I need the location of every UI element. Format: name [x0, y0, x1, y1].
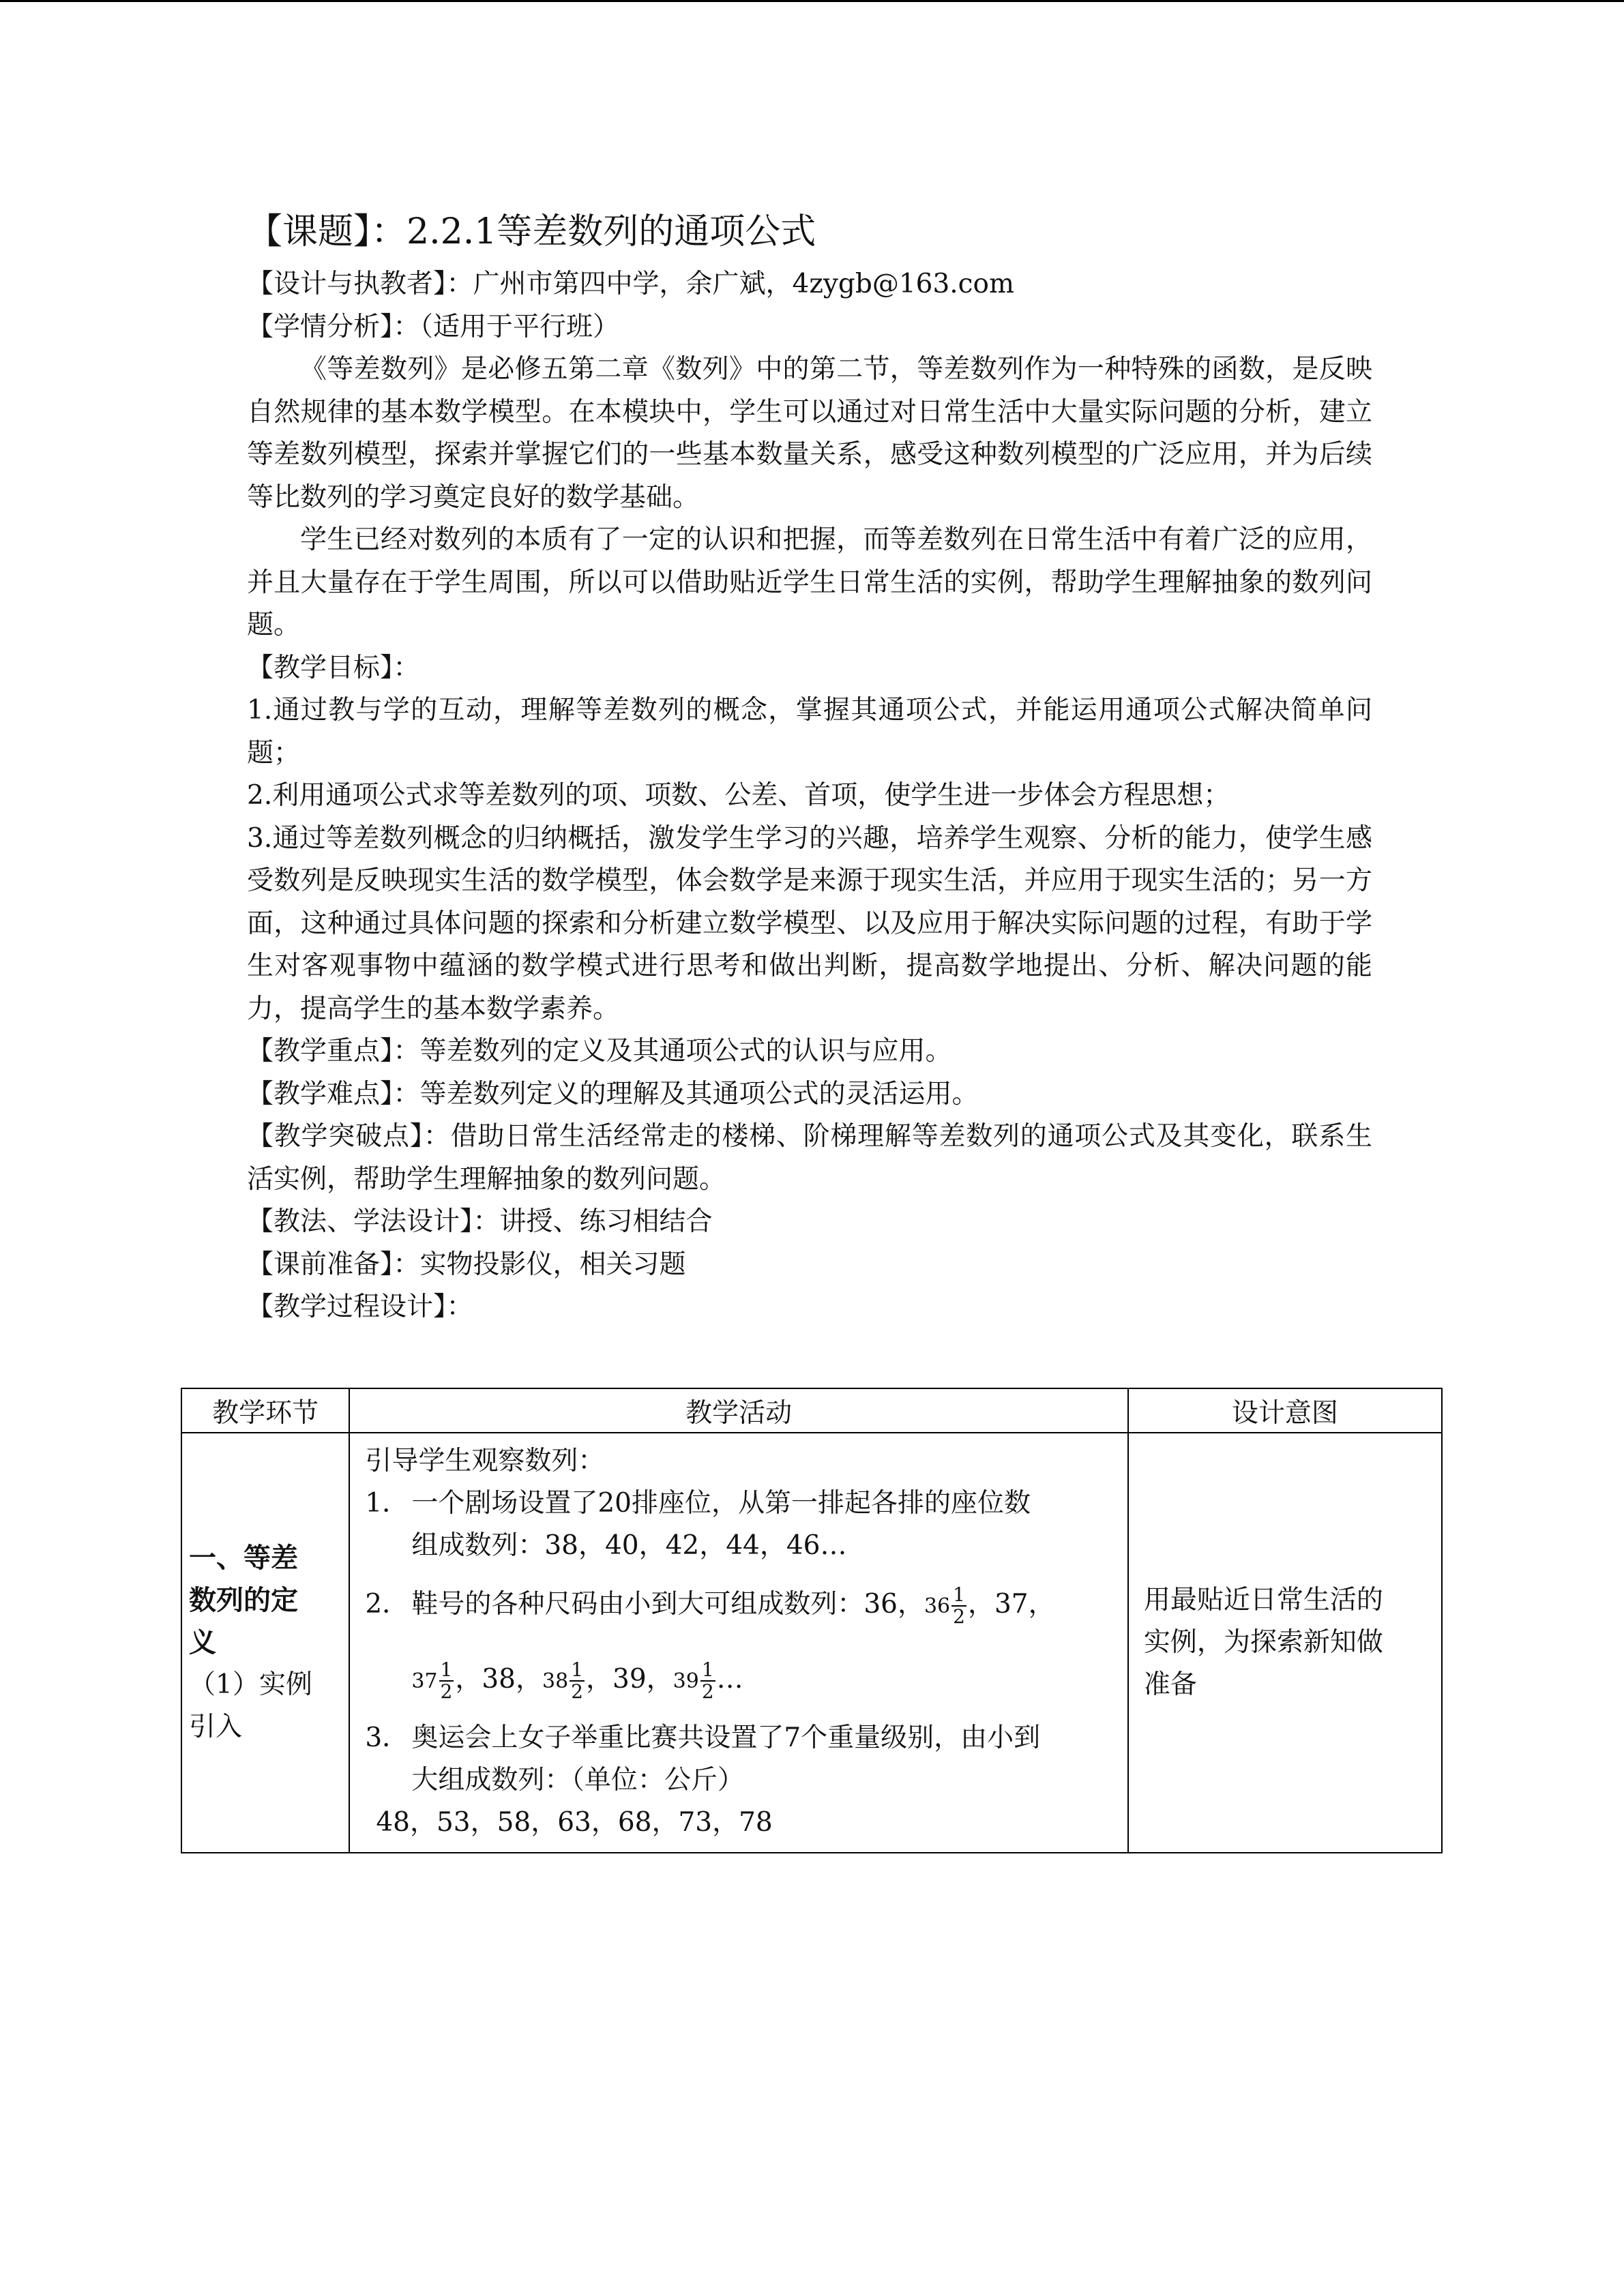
item-2-text: 鞋号的各种尺码由小到大可组成数列：36，	[411, 1589, 924, 1620]
difficulty-line	[247, 1073, 1372, 1116]
item-2-separator: ，39，	[586, 1664, 673, 1695]
item-1-line-2: 组成数列：38，40，42，44，46…	[411, 1530, 847, 1561]
analysis-paragraph-1: 《等差数列》是必修五第二章《数列》中的第二节，等差数列作为一种特殊的函数，是反映自然规律的基本数学模型。在本模块中，学生可以通过对日常生活中大量实际问题的分析，建立等差数列模型，探索并掌握它们的一些基本数量关系，感受这种数列模型的广泛应用，并为后续等比数列的学习奠定良好的数学基础。	[247, 354, 1372, 513]
header-purpose: 设计意图	[1128, 1388, 1442, 1433]
fraction	[570, 1660, 585, 1702]
header-stage: 教学环节	[181, 1388, 349, 1433]
breakthrough-line	[247, 1116, 1372, 1201]
lesson-plan	[247, 205, 1372, 1329]
purpose-cell	[1128, 1433, 1442, 1853]
difficulty-label: 【教学难点】：	[247, 1078, 420, 1109]
fraction-denominator: 2	[953, 1605, 965, 1628]
table-row	[181, 1433, 1442, 1853]
activity-intro: 引导学生观察数列：	[365, 1446, 605, 1476]
item-3-line-2: 大组成数列：（单位：公斤）	[411, 1765, 744, 1795]
whole-part: 37	[411, 1669, 438, 1693]
designer-line	[247, 263, 1372, 306]
stage-title-line-3: 义	[189, 1626, 216, 1658]
whole-part: 38	[542, 1669, 569, 1693]
activity-item-2	[365, 1567, 1114, 1642]
item-3-line-1: 奥运会上女子举重比赛共设置了7个重量级别，由小到	[411, 1723, 1041, 1753]
process-table	[181, 1388, 1443, 1853]
activity-item-1	[365, 1482, 1114, 1525]
method-line	[247, 1201, 1372, 1244]
header-activity: 教学活动	[349, 1388, 1128, 1433]
stage-sub-line-1: （1）实例	[189, 1669, 312, 1700]
key-point-line	[247, 1030, 1372, 1073]
prep-label: 【课前准备】：	[247, 1249, 420, 1280]
activity-cell	[349, 1433, 1128, 1853]
item-2-line-1	[411, 1567, 1054, 1642]
method-value: 讲授、练习相结合	[499, 1206, 713, 1237]
table-header-row	[181, 1388, 1442, 1433]
goal-item-3: 3.通过等差数列概念的归纳概括，激发学生学习的兴趣，培养学生观察、分析的能力，使学生感受数列是反映现实生活的数学模型，体会数学是来源于现实生活，并应用于现实生活的；另一方面，这种通过具体问题的探索和分析建立数学模型、以及应用于解决实际问题的过程，有助于学生对客观事物中蕴涵的数学模式进行思考和做出判断，提高数学地提出、分析、解决问题的能力，提高学生的基本数学素养。	[247, 822, 1372, 1024]
item-number: 2．	[365, 1589, 409, 1620]
item-1-line-1: 一个剧场设置了20排座位，从第一排起各排的座位数	[411, 1488, 1031, 1519]
top-border-rule	[0, 0, 1624, 2]
activity-item-3	[365, 1717, 1114, 1759]
key-point-value: 等差数列的定义及其通项公式的认识与应用。	[419, 1036, 952, 1067]
stage-title-line-1: 一、等差	[189, 1542, 298, 1574]
whole-part: 39	[673, 1669, 699, 1693]
item-2-separator: ，38，	[455, 1664, 542, 1695]
fraction	[951, 1585, 966, 1627]
stage-title-line-2: 数列的定	[189, 1584, 298, 1616]
mixed-number	[924, 1583, 968, 1628]
fraction-denominator: 2	[571, 1680, 583, 1703]
fraction-numerator: 1	[440, 1658, 453, 1681]
difficulty-value: 等差数列定义的理解及其通项公式的灵活运用。	[419, 1078, 979, 1109]
purpose-line-3: 准备	[1143, 1669, 1197, 1700]
mixed-number	[411, 1658, 455, 1703]
process-heading: 【教学过程设计】：	[247, 1292, 473, 1322]
designer-value: 广州市第四中学，余广斌，4zygb@163.com	[473, 269, 1014, 299]
page-title: 【课题】：2.2.1等差数列的通项公式	[247, 211, 816, 252]
purpose-line-1: 用最贴近日常生活的	[1143, 1585, 1383, 1615]
mixed-number	[673, 1658, 717, 1703]
goals-heading: 【教学目标】：	[247, 652, 420, 683]
item-2-ellipsis: …	[716, 1664, 743, 1695]
fraction-numerator: 1	[571, 1658, 583, 1681]
goal-item-2: 2.利用通项公式求等差数列的项、项数、公差、首项，使学生进一步体会方程思想；	[247, 780, 1230, 811]
key-point-label: 【教学重点】：	[247, 1036, 420, 1067]
whole-part: 36	[924, 1594, 951, 1618]
item-number: 3．	[365, 1723, 409, 1753]
stage-cell	[181, 1433, 349, 1853]
method-label: 【教法、学法设计】：	[247, 1206, 500, 1237]
item-number: 1．	[365, 1488, 409, 1519]
breakthrough-value: 借助日常生活经常走的楼梯、阶梯理解等差数列的通项公式及其变化，联系生活实例，帮助学生理解抽象的数列问题。	[247, 1121, 1372, 1195]
fraction	[700, 1660, 715, 1702]
fraction-denominator: 2	[701, 1680, 714, 1703]
fraction-numerator: 1	[953, 1583, 965, 1606]
mixed-number	[542, 1658, 586, 1703]
item-2-separator: ，37，	[967, 1589, 1055, 1620]
prep-line	[247, 1244, 1372, 1287]
analysis-label: 【学情分析】：	[247, 311, 420, 342]
analysis-note: （适用于平行班）	[419, 311, 620, 342]
fraction-denominator: 2	[440, 1680, 453, 1703]
breakthrough-label: 【教学突破点】：	[247, 1121, 451, 1152]
item-2-line-2	[365, 1642, 1114, 1717]
prep-value: 实物投影仪，相关习题	[419, 1249, 686, 1280]
designer-label: 【设计与执教者】：	[247, 269, 473, 299]
fraction-numerator: 1	[701, 1658, 714, 1681]
analysis-heading	[247, 306, 1372, 349]
stage-sub-line-2: 引入	[189, 1712, 243, 1742]
fraction	[439, 1660, 454, 1702]
goal-item-1: 1.通过教与学的互动，理解等差数列的概念，掌握其通项公式，并能运用通项公式解决简单问题；	[247, 695, 1372, 769]
analysis-paragraph-2: 学生已经对数列的本质有了一定的认识和把握，而等差数列在日常生活中有着广泛的应用，并且大量存在于学生周围，所以可以借助贴近学生日常生活的实例，帮助学生理解抽象的数列问题。	[247, 524, 1372, 640]
purpose-line-2: 实例，为探索新知做	[1143, 1627, 1383, 1658]
item-3-line-3: 48，53，58，63，68，73，78	[376, 1807, 773, 1838]
